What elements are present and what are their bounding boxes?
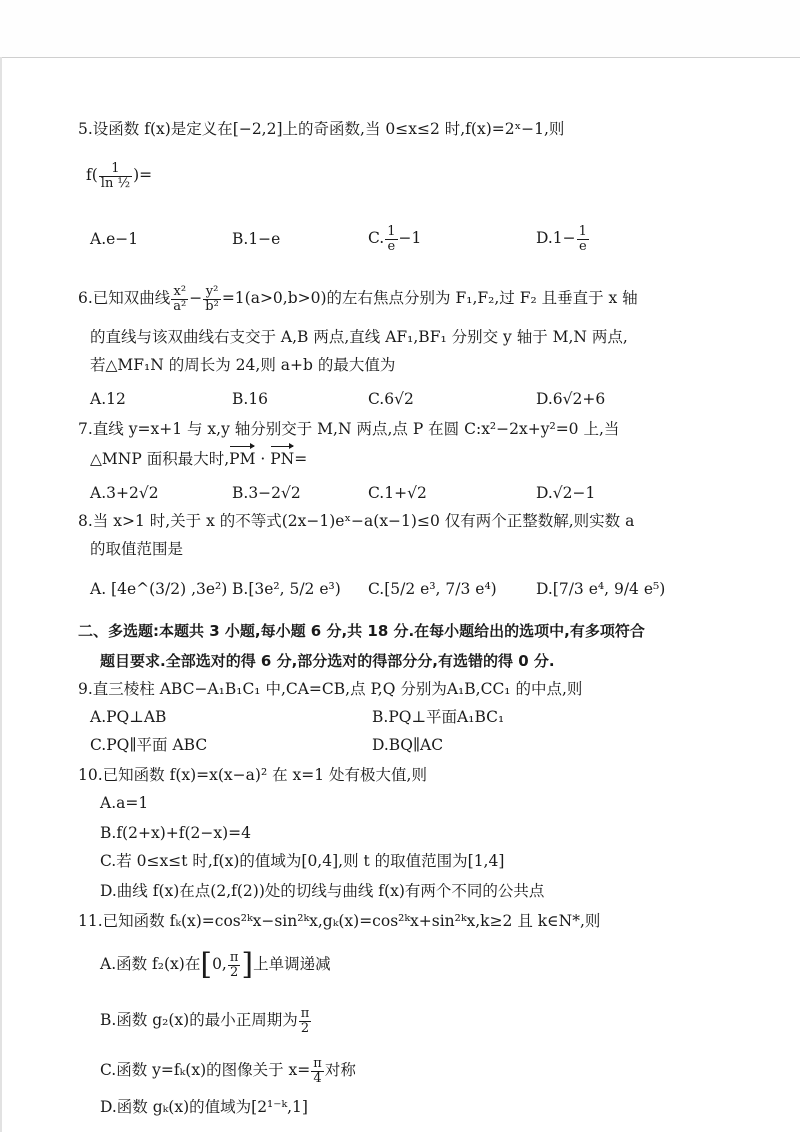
- q7-option-c[interactable]: C.1+√2: [368, 484, 427, 502]
- q8-option-c[interactable]: C.[5/2 e³, 7/3 e⁴): [368, 580, 497, 598]
- q11-option-c-den: 4: [313, 1070, 322, 1086]
- q8-line-1: 8.当 x>1 时,关于 x 的不等式(2x−1)eˣ−a(x−1)≤0 仅有两个正整数解,则实数 a: [78, 512, 635, 530]
- q6-frac-y-den: b²: [205, 298, 219, 314]
- q7-option-b[interactable]: B.3−2√2: [232, 484, 301, 502]
- q11-option-a-interval-left: 0,: [212, 955, 227, 973]
- q6-frac-y: [203, 285, 221, 314]
- q11-option-c-suffix: 对称: [324, 1061, 356, 1079]
- q6-line-1-prefix: 6.已知双曲线: [78, 289, 171, 307]
- q9-option-a[interactable]: A.PQ⊥AB: [90, 708, 167, 726]
- q11-option-b-fraction: [299, 1007, 312, 1036]
- q11-option-a-prefix: A.函数 f₂(x)在: [100, 955, 201, 973]
- section-2-heading-line-2: 题目要求.全部选对的得 6 分,部分选对的得部分分,有选错的得 0 分.: [100, 652, 555, 670]
- q10-option-b[interactable]: B.f(2+x)+f(2−x)=4: [100, 824, 251, 842]
- q6-line-3: 若△MF₁N 的周长为 24,则 a+b 的最大值为: [90, 356, 396, 374]
- q8-option-a[interactable]: A. [4e^(3/2) ,3e²): [90, 580, 228, 598]
- q5-option-c-prefix: C.: [368, 229, 385, 247]
- q5-option-a[interactable]: A.e−1: [90, 230, 139, 248]
- q7-vector-pn: PN: [270, 450, 295, 468]
- q5-option-d[interactable]: [536, 221, 590, 255]
- q5-option-c[interactable]: [368, 221, 421, 255]
- q9-option-b[interactable]: B.PQ⊥平面A₁BC₁: [372, 708, 505, 726]
- q6-line-1: [78, 280, 638, 316]
- q6-option-a[interactable]: A.12: [90, 390, 126, 408]
- q7-line-2-prefix: △MNP 面积最大时,: [90, 450, 230, 468]
- q5-expression: [86, 155, 152, 195]
- q6-frac-x-num: x²: [171, 285, 188, 300]
- q6-line-1-suffix: =1(a>0,b>0)的左右焦点分别为 F₁,F₂,过 F₂ 且垂直于 x 轴: [221, 289, 638, 307]
- q8-option-b[interactable]: B.[3e², 5/2 e³): [232, 580, 341, 598]
- q5-option-c-fraction: [385, 225, 397, 254]
- q5-option-d-prefix: D.1−: [536, 229, 576, 247]
- q6-option-d[interactable]: D.6√2+6: [536, 390, 606, 408]
- q5-option-d-den: e: [578, 238, 587, 254]
- exam-page: [0, 58, 800, 1132]
- q5-option-c-suffix: −1: [398, 229, 422, 247]
- q11-option-b[interactable]: [100, 1002, 312, 1038]
- q10-option-a[interactable]: A.a=1: [100, 794, 149, 812]
- q7-option-d[interactable]: D.√2−1: [536, 484, 596, 502]
- q11-option-c-fraction: [311, 1057, 324, 1086]
- q11-option-b-prefix: B.函数 g₂(x)的最小正周期为: [100, 1011, 298, 1029]
- q5-option-d-fraction: [577, 225, 589, 254]
- q5-option-b[interactable]: B.1−e: [232, 230, 281, 248]
- q11-option-b-den: 2: [300, 1020, 310, 1036]
- q5-option-c-num: 1: [387, 223, 396, 239]
- q6-frac-y-num: y²: [203, 285, 221, 300]
- q5-expr-tail: )=: [133, 166, 153, 184]
- q5-stem: 5.设函数 f(x)是定义在[−2,2]上的奇函数,当 0≤x≤2 时,f(x)=2ˣ−1,则: [78, 120, 565, 138]
- q5-expr-num: 1: [99, 162, 132, 177]
- q9-stem: 9.直三棱柱 ABC−A₁B₁C₁ 中,CA=CB,点 P,Q 分别为A₁B,CC₁ 的中点,则: [78, 680, 583, 698]
- q11-option-d[interactable]: D.函数 gₖ(x)的值域为[2¹⁻ᵏ,1]: [100, 1098, 308, 1116]
- q9-option-c[interactable]: C.PQ∥平面 ABC: [90, 736, 208, 754]
- q6-minus: −: [189, 289, 203, 307]
- q10-option-c[interactable]: C.若 0≤x≤t 时,f(x)的值域为[0,4],则 t 的取值范围为[1,4]: [100, 852, 505, 870]
- q5-option-d-num: 1: [578, 223, 587, 239]
- q11-stem: 11.已知函数 fₖ(x)=cos²ᵏx−sin²ᵏx,gₖ(x)=cos²ᵏx+sin²ᵏx,k≥2 且 k∈N*,则: [78, 912, 601, 930]
- q10-option-d[interactable]: D.曲线 f(x)在点(2,f(2))处的切线与曲线 f(x)有两个不同的公共点: [100, 882, 545, 900]
- q11-option-b-num: π: [300, 1005, 310, 1021]
- q5-expr-fraction: [99, 162, 132, 191]
- q6-option-b[interactable]: B.16: [232, 390, 269, 408]
- q7-option-a[interactable]: A.3+2√2: [90, 484, 159, 502]
- q11-option-a-den: 2: [229, 964, 239, 980]
- q11-option-a-suffix: 上单调递减: [253, 955, 331, 973]
- q7-dot: ·: [255, 450, 271, 468]
- q11-option-a-right-bracket: ]: [241, 947, 254, 982]
- q7-line-1: 7.直线 y=x+1 与 x,y 轴分别交于 M,N 两点,点 P 在圆 C:x²−2x+y²=0 上,当: [78, 420, 620, 438]
- q5-option-c-den: e: [387, 238, 396, 254]
- top-margin: [0, 0, 800, 57]
- q11-option-a-num: π: [229, 949, 239, 965]
- section-2-heading-line-1: 二、多选题:本题共 3 小题,每小题 6 分,共 18 分.在每小题给出的选项中,有多项符合: [78, 622, 645, 640]
- q11-option-a-fraction: [228, 951, 241, 980]
- q10-stem: 10.已知函数 f(x)=x(x−a)² 在 x=1 处有极大值,则: [78, 766, 427, 784]
- q5-expr-head: f(: [86, 166, 98, 184]
- q11-option-c-prefix: C.函数 y=fₖ(x)的图像关于 x=: [100, 1061, 311, 1079]
- q7-vector-pm: PM: [229, 450, 256, 468]
- q6-frac-x: [171, 285, 188, 314]
- q5-expr-den: ln ½: [100, 175, 131, 191]
- q7-line-2-suffix: =: [294, 450, 308, 468]
- q11-option-a[interactable]: [100, 944, 331, 984]
- q7-line-2: [90, 448, 307, 470]
- q6-frac-x-den: a²: [173, 298, 187, 314]
- q6-line-2: 的直线与该双曲线右支交于 A,B 两点,直线 AF₁,BF₁ 分别交 y 轴于 M,N 两点,: [90, 328, 628, 346]
- q6-option-c[interactable]: C.6√2: [368, 390, 414, 408]
- q9-option-d[interactable]: D.BQ∥AC: [372, 736, 444, 754]
- q8-line-2: 的取值范围是: [90, 540, 184, 558]
- q11-option-c-num: π: [313, 1055, 322, 1071]
- q8-option-d[interactable]: D.[7/3 e⁴, 9/4 e⁵): [536, 580, 666, 598]
- q11-option-a-left-bracket: [: [200, 947, 213, 982]
- q11-option-c[interactable]: [100, 1052, 356, 1088]
